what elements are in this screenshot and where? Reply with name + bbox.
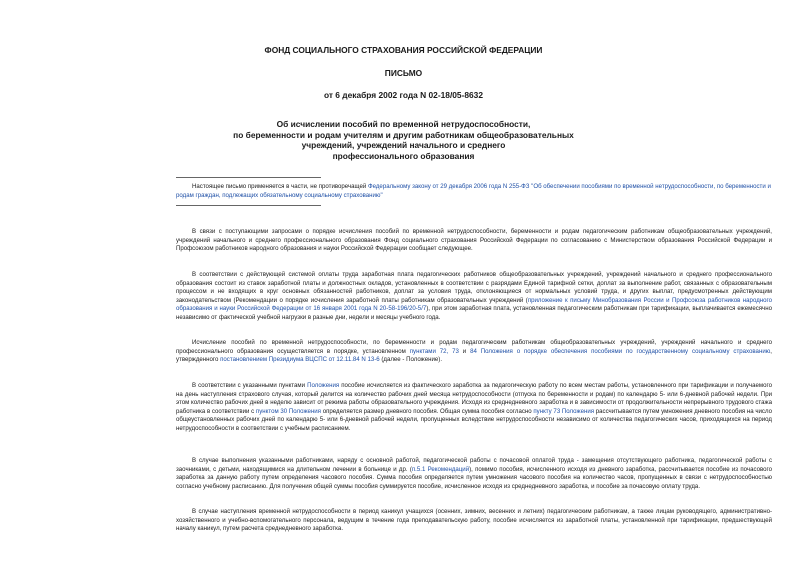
- note-top-rule: [176, 177, 321, 178]
- clause-73-link[interactable]: пункту 73 Положения: [533, 407, 595, 415]
- ministry-letter-link[interactable]: приложение к письму Минобразования России и Профсоюза работников народного образования и науки Российской Федерации от 16 января 2001 года N 20-58-196/20-5/7: [176, 296, 772, 313]
- paragraph-6: В случае наступления временной нетрудоспособности в период каникул учащихся (осенних, зимних, весенних и летних) педагогическим работникам, а также лицам руководящего, административно-хозяйственного и учебно-вспомогательного персонала, ведущим в течение года преподавательскую работу, пособие исчисляется из заработной платы, установленной при тарификации, предшествующей началу каникул, путем расчета среднедневного заработка.: [176, 508, 772, 533]
- federal-law-link[interactable]: Федеральному закону от 29 декабря 2006 года N 255-ФЗ "Об обеспечении пособиями по временной нетрудоспособности, по беременности и родам граждан, подлежащих обязательному социальному страхованию": [176, 183, 771, 200]
- clauses-72-73-link[interactable]: пунктами 72, 73: [409, 347, 459, 355]
- regulation-84-link[interactable]: 84 Положения о порядке обеспечения пособиями по государственному социальному страхованию: [470, 347, 771, 355]
- note-bottom-rule: [176, 205, 321, 206]
- paragraph-4: В соответствии с указанными пунктами Положения пособие исчисляется из фактического заработка за педагогическую работу по всем местам работы, установленного при тарификации и получаемого на день наступления страхового случая, который делится на количество рабочих дней месяца нетрудоспособности (отпуска по беременности и родам) по календарю 5- или 6-дневной рабочей недели. При этом количество рабочих дней в неделю зависит от режима работы образовательного учреждения. Исходя из среднедневного заработка и в зависимости от продолжительности непрерывного трудового стажа работника в соответствии с пунктом 30 Положения определяется размер дневного пособия. Общая сумма пособия согласно пункту 73 Положения рассчитывается путем умножения дневного пособия на число общеустановленных рабочих дней по календарю 5- или 6-дневной рабочей недели, пропущенных вследствие нетрудоспособности независимо от количества педагогических часов, приходящихся на период нетрудоспособности в соответствии с учебным расписанием.: [176, 382, 772, 432]
- vtssps-resolution-link[interactable]: постановлением Президиума ВЦСПС от 12.11.84 N 13-6: [220, 356, 380, 364]
- subject-title: [0, 119, 807, 161]
- subject-line-1: Об исчислении пособий по временной нетрудоспособности,: [276, 119, 531, 129]
- paragraph-2: В соответствии с действующей системой оплаты труда заработная плата педагогических работников общеобразовательных учреждений, учреждений начального и среднего профессионального образования состоит из ставок заработной платы и должностных окладов, установленных в соответствии с разрядами Единой тарифной сетки, доплат за выполнение работ, связанных с образовательным процессом и не входящих в круг основных обязанностей работников, доплат за условия труда, отклоняющиеся от нормальных условий труда, и других выплат, предусмотренных действующим законодательством (Рекомендации о порядке исчисления заработной платы работникам образовательных учреждений (приложение к письму Минобразования России и Профсоюза работников народного образования и науки Российской Федерации от 16 января 2001 года N 20-58-196/20-5/7), при этом заработная плата, установленная педагогическим работникам при тарификации, выплачивается ежемесячно независимо от фактической учебной нагрузки в разные дни, недели и месяцы учебного года.: [176, 271, 772, 321]
- clause-30-link[interactable]: пунктом 30 Положения: [255, 407, 321, 415]
- subject-line-4: профессионального образования: [332, 150, 475, 161]
- subject-line-2: по беременности и родам учителям и другим работникам общеобразовательных: [233, 129, 574, 140]
- regulation-link[interactable]: Положения: [307, 382, 340, 389]
- paragraph-5: В случае выполнения указанными работниками, наряду с основной работой, педагогической работы с почасовой оплатой труда - замещения отсутствующего работника, педагогической работы с заочниками, с детьми, находящимися на длительном лечении в больнице и др. (п.5.1 Рекомендаций), помимо пособия, исчисленного исходя из дневного заработка, рассчитывается пособие из почасового заработка за данную работу путем определения часового пособия. Сумма пособия определяется путем умножения часового пособия на количество часов, пропущенных в связи с нетрудоспособностью согласно учебному расписанию. Для получения общей суммы пособия суммируется пособие, исчисленное исходя из среднедневного заработка, и пособие за почасовую оплату труда.: [176, 457, 773, 490]
- paragraph-3: Исчисление пособий по временной нетрудоспособности, по беременности и родам педагогическим работникам общеобразовательных учреждений, учреждений начального и среднего профессионального образования осуществляется в порядке, установленном пунктами 72, 73 и 84 Положения о порядке обеспечения пособиями по государственному социальному страхованию, утвержденного постановлением Президиума ВЦСПС от 12.11.84 N 13-6 (далее - Положение).: [176, 339, 772, 364]
- date-number-heading: от 6 декабря 2002 года N 02-18/05-8632: [323, 90, 484, 100]
- recommendations-5-1-link[interactable]: п.5.1 Рекомендаций: [411, 465, 470, 473]
- issuer-heading: ФОНД СОЦИАЛЬНОГО СТРАХОВАНИЯ РОССИЙСКОЙ ФЕДЕРАЦИИ: [264, 45, 543, 55]
- subject-line-3: учреждений, учреждений начального и среднего: [301, 140, 506, 150]
- paragraph-1: В связи с поступающими запросами о порядке исчисления пособий по временной нетрудоспособности, беременности и родам педагогическим работникам общеобразовательных учреждений, учреждений начального и среднего профессионального образования Фонд социального страхования Российской Федерации по согласованию с Министерством образования Российской Федерации и Профсоюзом работников народного образования и науки Российской Федерации сообщает следующее.: [176, 228, 772, 253]
- applicability-note: Настоящее письмо применяется в части, не противоречащей Федеральному закону от 29 декабря 2006 года N 255-ФЗ "Об обеспечении пособиями по временной нетрудоспособности, по беременности и родам граждан, подлежащих обязательному социальному страхованию": [176, 183, 771, 200]
- document-type-heading: ПИСЬМО: [384, 68, 423, 78]
